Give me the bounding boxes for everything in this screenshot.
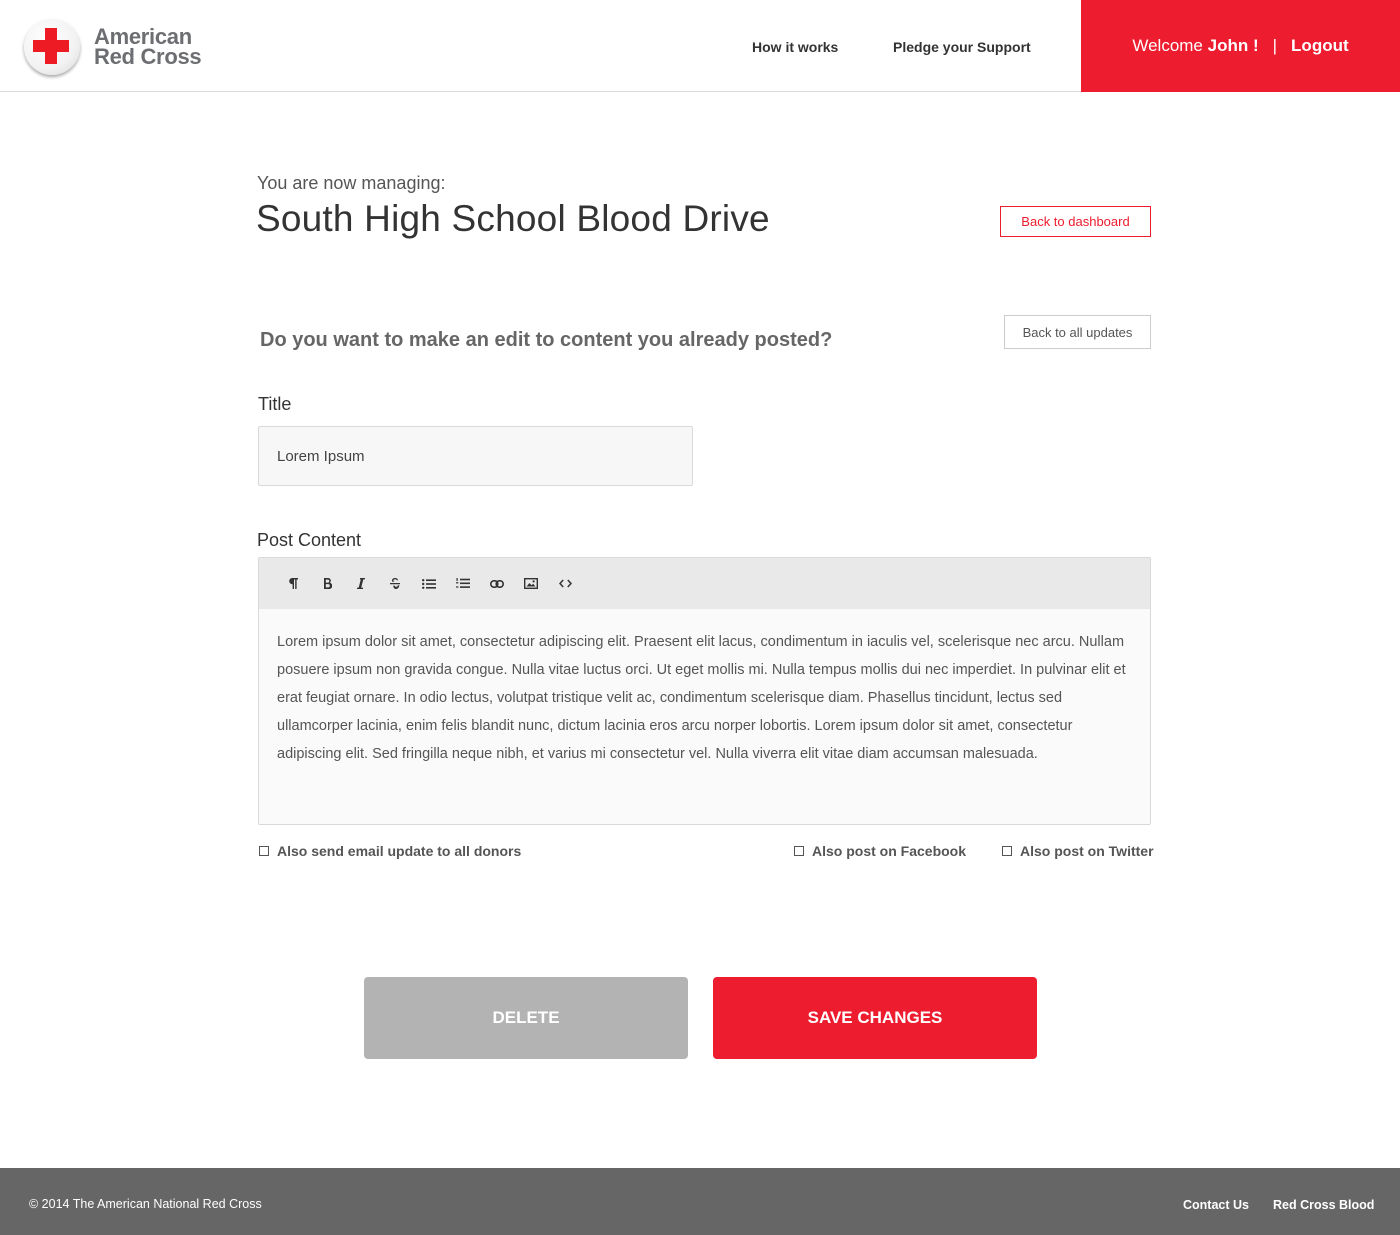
title-input[interactable] <box>258 426 693 486</box>
post-facebook-checkbox[interactable] <box>794 843 966 859</box>
back-to-all-updates-button[interactable]: Back to all updates <box>1004 315 1151 349</box>
welcome-label: Welcome <box>1132 36 1203 55</box>
copyright-text: © 2014 The American National Red Cross <box>29 1197 262 1211</box>
image-icon[interactable] <box>514 569 548 599</box>
title-label: Title <box>258 394 292 414</box>
user-menu <box>1081 0 1400 92</box>
edit-question-heading: Do you want to make an edit to content you already posted? <box>260 329 833 351</box>
footer-red-cross-blood-link[interactable]: Red Cross Blood <box>1273 1198 1375 1212</box>
post-content-text[interactable]: Lorem ipsum dolor sit amet, consectetur adipiscing elit. Praesent elit lacus, condimentum in iaculis vel, scelerisque nec arcu. Nullam posuere ipsum non gravida congue. Nulla vitae luctus orci. Ut eget mollis mi. Nulla tempus mollis dui nec imperdiet. In pulvinar elit et erat feugiat ornare. In odio lectus, volutpat tristique velit ac, condimentum scelerisque diam. Phasellus tincidunt, lectus sed ullamcorper lacinia, enim felis blandit nunc, dictum lacinia eros arcu norper lobortis. Lorem ipsum dolor sit amet, consectetur adipiscing elit. Sed fringilla neque nibh, et varius mi consectetur vel. Nulla viverra elit vitae diam accumsan malesuada. <box>277 634 1126 762</box>
post-facebook-checkbox-box[interactable] <box>794 846 804 856</box>
bold-icon[interactable] <box>310 569 344 599</box>
strikethrough-icon[interactable] <box>378 569 412 599</box>
logo-line-1: American <box>94 24 192 49</box>
editor-toolbar <box>259 558 1150 609</box>
delete-button[interactable]: DELETE <box>364 977 688 1059</box>
post-twitter-checkbox[interactable] <box>1002 843 1154 859</box>
email-donors-checkbox-box[interactable] <box>259 846 269 856</box>
red-cross-icon <box>24 19 80 75</box>
paragraph-icon[interactable] <box>276 569 310 599</box>
logo-line-2: Red Cross <box>94 44 202 69</box>
post-facebook-label: Also post on Facebook <box>812 843 967 859</box>
email-donors-label: Also send email update to all donors <box>277 843 522 859</box>
back-to-dashboard-button[interactable]: Back to dashboard <box>1000 206 1151 237</box>
bulleted-list-icon[interactable] <box>412 569 446 599</box>
italic-icon[interactable] <box>344 569 378 599</box>
managing-label: You are now managing: <box>257 173 446 193</box>
red-cross-logo[interactable] <box>24 17 214 77</box>
email-donors-checkbox[interactable] <box>259 843 521 859</box>
numbered-list-icon[interactable] <box>446 569 480 599</box>
post-content-label: Post Content <box>257 530 362 550</box>
logo-wordmark <box>94 24 202 69</box>
logout-link[interactable]: Logout <box>1291 36 1349 55</box>
event-title: South High School Blood Drive <box>256 198 770 239</box>
nav-how-it-works[interactable]: How it works <box>752 39 839 55</box>
link-icon[interactable] <box>480 569 514 599</box>
post-twitter-label: Also post on Twitter <box>1020 843 1154 859</box>
post-content-editor[interactable] <box>258 557 1151 825</box>
user-name: John ! <box>1207 36 1259 55</box>
footer-contact-us-link[interactable]: Contact Us <box>1183 1198 1249 1212</box>
welcome-message <box>1132 36 1258 56</box>
footer <box>0 1168 1400 1235</box>
post-twitter-checkbox-box[interactable] <box>1002 846 1012 856</box>
code-icon[interactable] <box>548 569 582 599</box>
save-changes-button[interactable]: SAVE CHANGES <box>713 977 1037 1059</box>
header <box>0 0 1400 92</box>
user-menu-separator: | <box>1272 36 1278 55</box>
nav-pledge-support[interactable]: Pledge your Support <box>893 39 1031 55</box>
